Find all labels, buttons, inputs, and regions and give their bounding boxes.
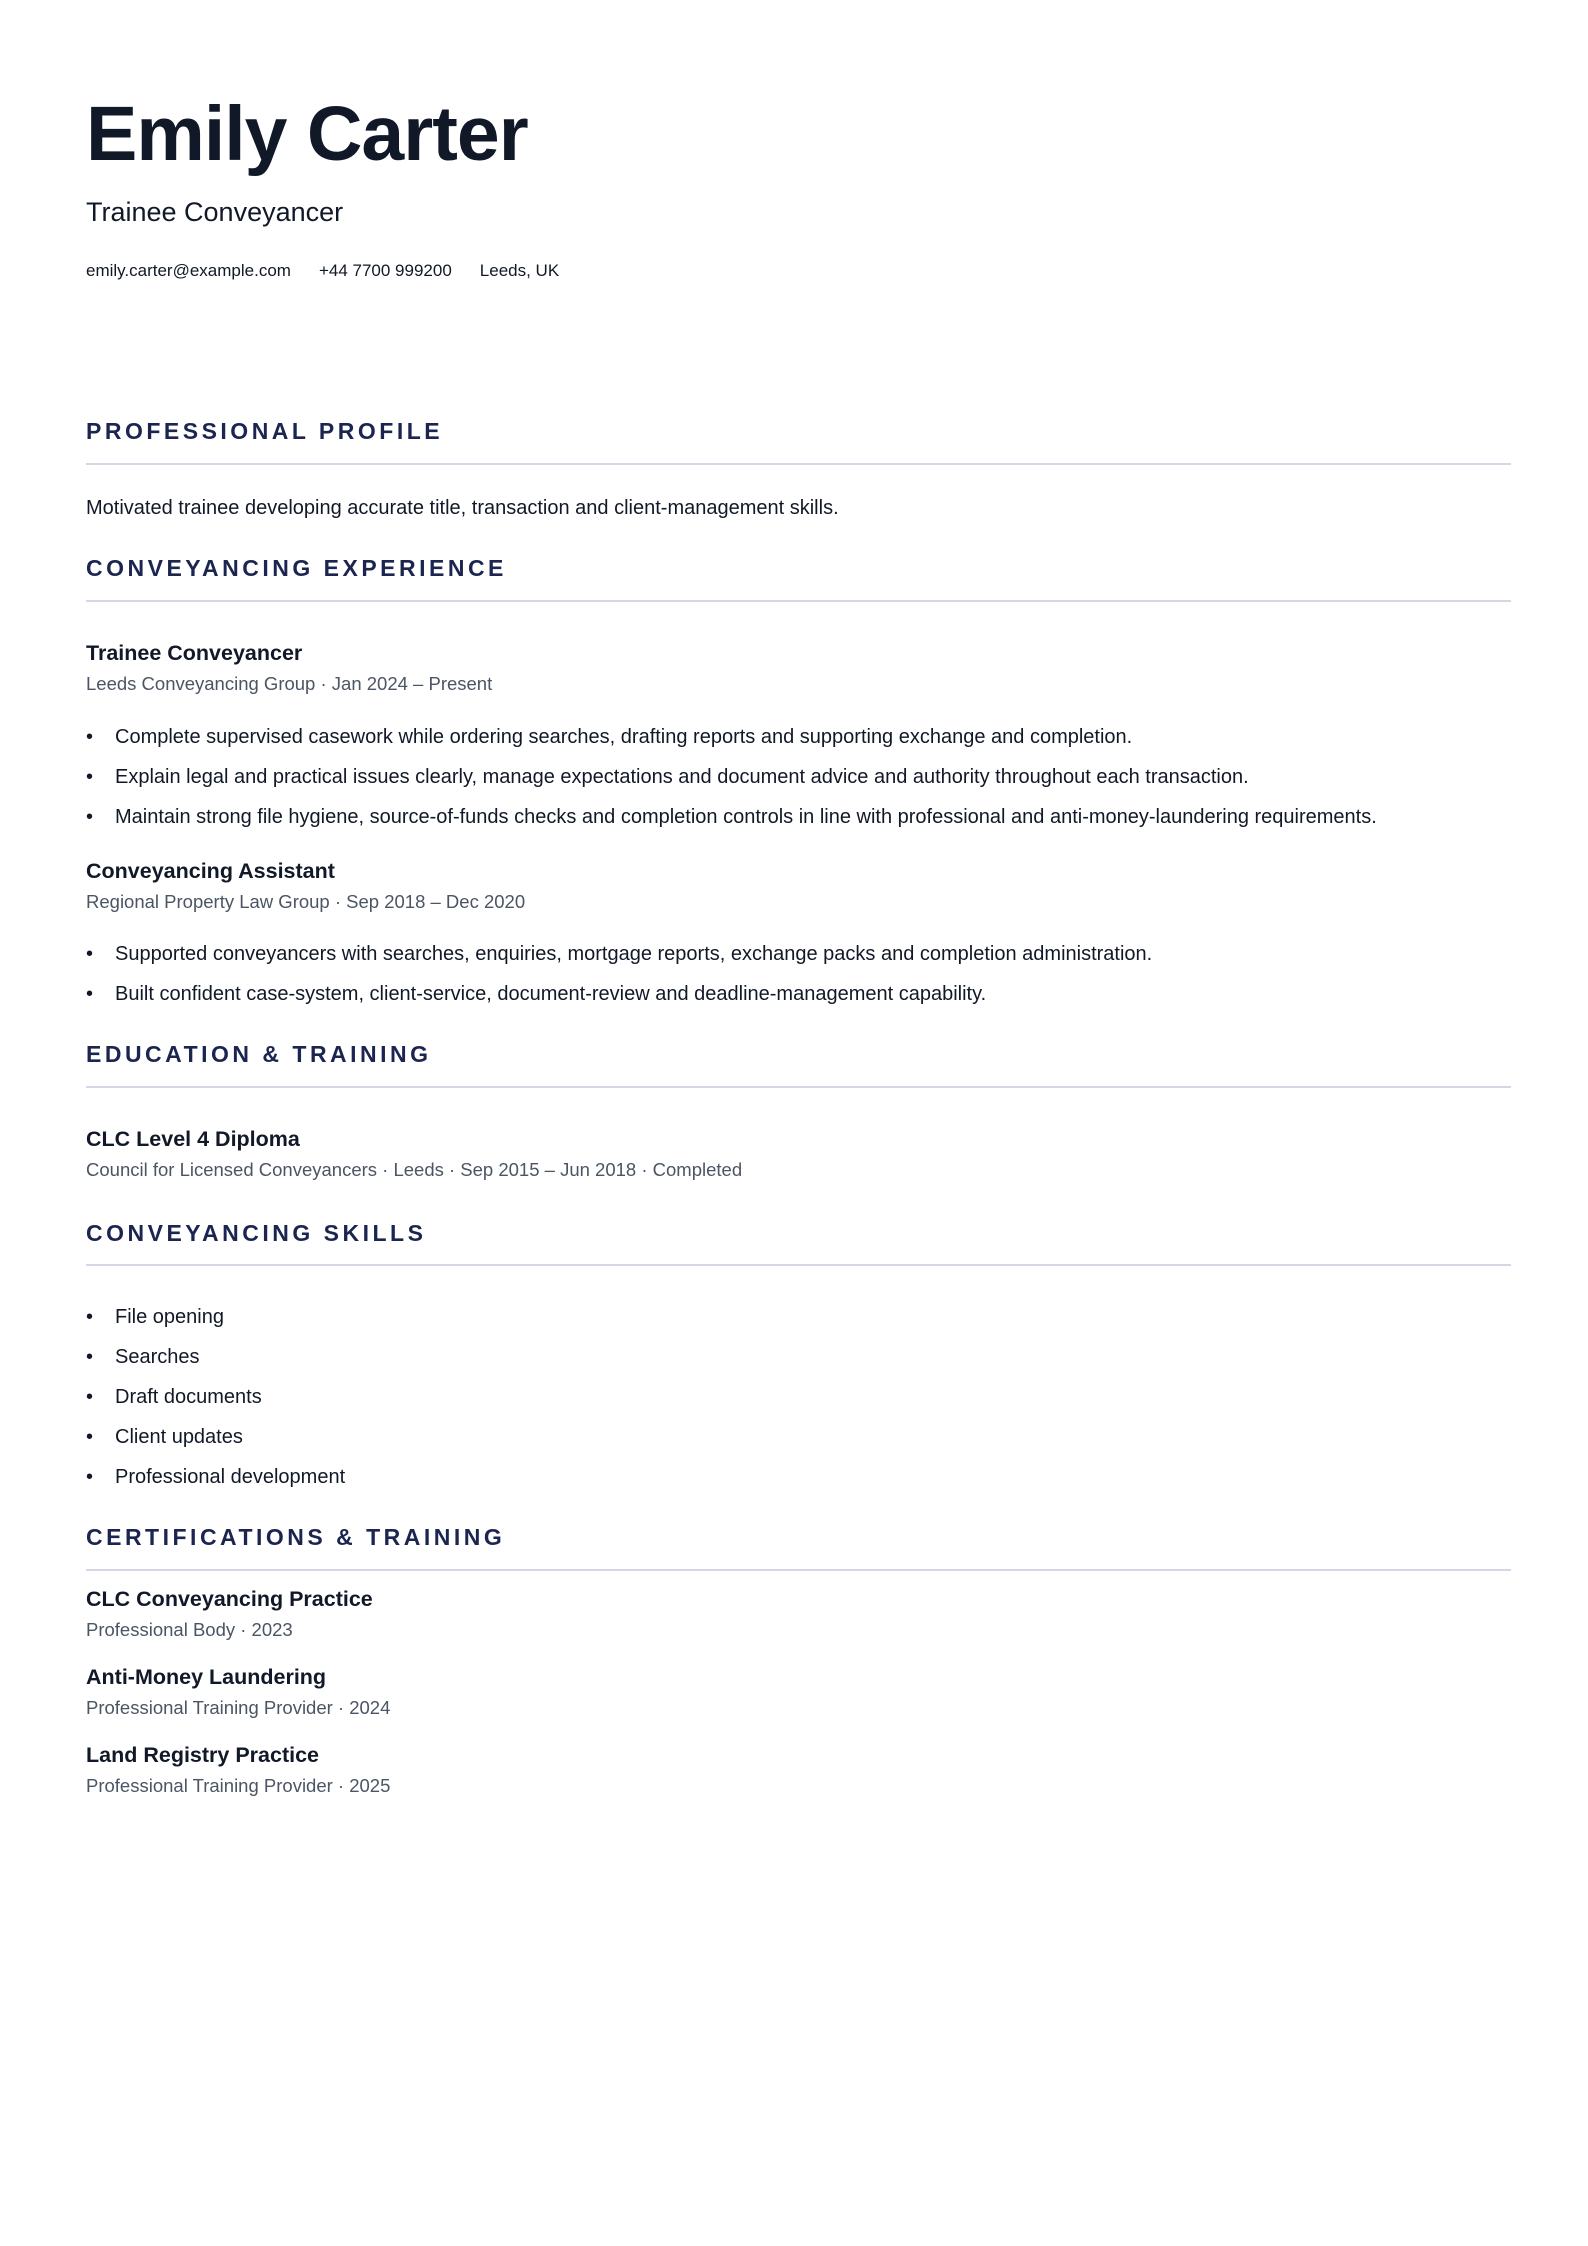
bullet-dot: •	[86, 806, 94, 828]
skill-text: Professional development	[115, 1466, 346, 1488]
job-bullet-text: Maintain strong file hygiene, source-of-funds checks and completion controls in line with professional and anti-money-laundering requirements.	[115, 806, 1377, 828]
job-title: Conveyancing Assistant	[86, 859, 335, 883]
contact-phone[interactable]: +44 7700 999200	[318, 261, 452, 280]
job-title: Trainee Conveyancer	[86, 641, 303, 665]
education-divider	[86, 1086, 1511, 1088]
job-meta: Regional Property Law Group · Sep 2018 – Dec 2020	[86, 891, 526, 912]
bullet-dot: •	[86, 943, 94, 965]
skill-item	[86, 1425, 243, 1449]
job-bullet	[86, 982, 986, 1006]
job-bullet	[86, 725, 1132, 749]
job-bullet-text: Complete supervised casework while ordering searches, drafting reports and supporting exchange and completion.	[115, 726, 1133, 748]
certifications-divider	[86, 1569, 1511, 1571]
contact-location: Leeds, UK	[479, 261, 560, 280]
bullet-dot: •	[86, 1426, 94, 1448]
education-title: CLC Level 4 Diploma	[86, 1127, 300, 1151]
skill-text: File opening	[115, 1306, 224, 1328]
skill-text: Draft documents	[115, 1386, 262, 1408]
skill-item	[86, 1305, 224, 1329]
job-bullet	[86, 765, 1249, 789]
job-bullet-text: Supported conveyancers with searches, enquiries, mortgage reports, exchange packs and completion administration.	[115, 943, 1153, 965]
job-bullet-text: Explain legal and practical issues clearly, manage expectations and document advice and authority throughout each transaction.	[115, 766, 1249, 788]
bullet-dot: •	[86, 983, 94, 1005]
contact-email[interactable]: emily.carter@example.com	[86, 261, 291, 280]
bullet-dot: •	[86, 1386, 94, 1408]
certification-title: Anti-Money Laundering	[86, 1665, 327, 1689]
education-meta: Council for Licensed Conveyancers · Leeds · Sep 2015 – Jun 2018 · Completed	[86, 1159, 743, 1180]
skill-item	[86, 1385, 262, 1409]
bullet-dot: •	[86, 1466, 94, 1488]
certification-meta: Professional Training Provider · 2025	[86, 1775, 391, 1796]
certification-meta: Professional Training Provider · 2024	[86, 1697, 391, 1718]
bullet-dot: •	[86, 766, 94, 788]
skill-item	[86, 1465, 345, 1489]
skill-item	[86, 1345, 200, 1369]
certification-title: Land Registry Practice	[86, 1743, 320, 1767]
bullet-dot: •	[86, 1346, 94, 1368]
profile-divider	[86, 463, 1511, 465]
experience-heading: CONVEYANCING EXPERIENCE	[86, 555, 507, 581]
certification-meta: Professional Body · 2023	[86, 1619, 293, 1640]
job-meta: Leeds Conveyancing Group · Jan 2024 – Present	[86, 673, 493, 694]
job-bullet	[86, 805, 1377, 829]
candidate-name: Emily Carter	[86, 91, 528, 177]
job-bullet	[86, 942, 1152, 966]
profile-heading: PROFESSIONAL PROFILE	[86, 418, 444, 444]
certifications-heading: CERTIFICATIONS & TRAINING	[86, 1524, 506, 1550]
certification-title: CLC Conveyancing Practice	[86, 1587, 373, 1611]
skill-text: Searches	[115, 1346, 200, 1368]
profile-text: Motivated trainee developing accurate title, transaction and client-management skills.	[86, 497, 839, 519]
bullet-dot: •	[86, 1306, 94, 1328]
skills-divider	[86, 1264, 1511, 1266]
skills-heading: CONVEYANCING SKILLS	[86, 1220, 427, 1246]
contact-row	[86, 261, 559, 281]
skill-text: Client updates	[115, 1426, 243, 1448]
candidate-role: Trainee Conveyancer	[86, 197, 344, 227]
education-heading: EDUCATION & TRAINING	[86, 1041, 432, 1067]
bullet-dot: •	[86, 726, 94, 748]
job-bullet-text: Built confident case-system, client-service, document-review and deadline-management capability.	[115, 983, 987, 1005]
experience-divider	[86, 600, 1511, 602]
